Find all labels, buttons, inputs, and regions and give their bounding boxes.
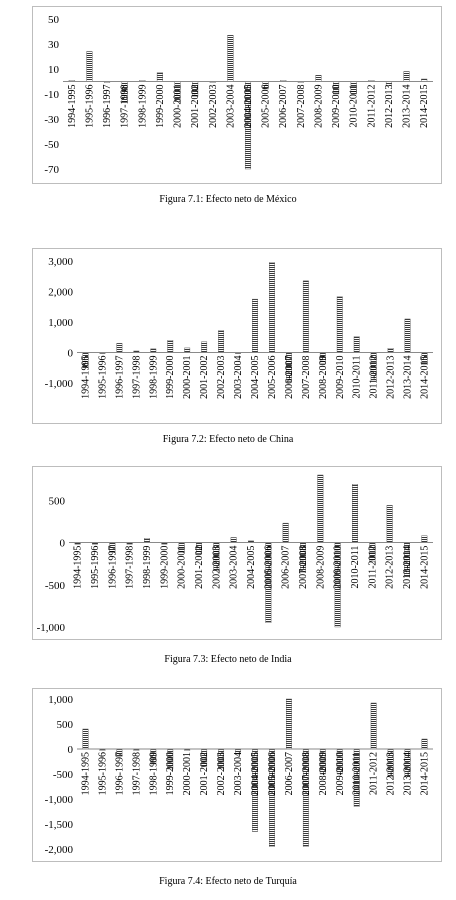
x-tick-label: 2006-2007 [283, 355, 295, 399]
x-tick-label: 1997-1998 [119, 84, 131, 128]
bar [87, 52, 93, 82]
x-tick-label: 2011-2012 [368, 355, 380, 399]
x-tick-label: 2013-2014 [402, 355, 414, 399]
y-tick-label: -30 [44, 114, 59, 126]
bar [218, 331, 223, 353]
x-tick-label: 2005-2006 [263, 545, 275, 589]
x-tick-label: 1997-1998 [131, 752, 143, 796]
chart-mexico [33, 7, 441, 183]
x-tick-label: 1995-1996 [97, 752, 109, 796]
x-tick-label: 1996-1997 [114, 752, 126, 796]
chart-frame-turquia [32, 688, 442, 862]
x-tick-label: 2011-2012 [368, 752, 380, 795]
x-tick-label: 2005-2006 [266, 355, 278, 399]
x-tick-label: 2003-2004 [233, 752, 245, 796]
chart-frame-india [32, 466, 442, 640]
x-tick-label: 2008-2009 [313, 84, 325, 128]
x-tick-label: 2001-2002 [199, 752, 211, 796]
bar [422, 739, 427, 749]
x-tick-label: 2011-2012 [366, 84, 378, 128]
x-tick-label: 2004-2005 [243, 84, 254, 128]
x-tick-label: 1998-1999 [148, 355, 160, 399]
x-tick-label: 1999-2000 [165, 355, 177, 399]
bar [151, 349, 156, 353]
y-tick-label: -1,000 [36, 622, 65, 634]
bar [354, 337, 359, 353]
x-tick-label: 2014-2015 [419, 545, 431, 589]
y-tick-label: 2,000 [48, 286, 73, 299]
bar [228, 35, 234, 81]
x-tick-label: 1994-1995 [66, 84, 78, 128]
x-tick-label: 2002-2003 [207, 84, 219, 128]
x-tick-label: 1997-1998 [124, 545, 136, 589]
x-tick-label: 1994-1995 [80, 752, 92, 796]
x-tick-label: 2003-2004 [225, 84, 237, 128]
bar [231, 537, 237, 542]
x-tick-label: 1998-1999 [137, 84, 149, 128]
y-tick-label: 0 [59, 537, 65, 550]
x-tick-label: 2010-2011 [351, 355, 363, 399]
x-tick-label: 2012-2013 [383, 84, 395, 128]
bar [117, 343, 122, 352]
x-tick-label: 1999-2000 [159, 545, 171, 589]
caption-turquia: Figura 7.4: Efecto neto de Turquía [159, 876, 297, 887]
y-tick-label: 1,000 [48, 694, 73, 706]
x-tick-label: 1996-1997 [107, 545, 119, 589]
x-tick-label: 2004-2005 [250, 752, 261, 796]
bar [83, 729, 88, 749]
x-tick-label: 2000-2001 [176, 545, 188, 589]
bar [352, 484, 358, 542]
y-tick-label: -50 [44, 139, 59, 151]
y-tick-label: 500 [48, 495, 65, 508]
x-tick-label: 2008-2009 [315, 545, 327, 589]
x-tick-label: 1995-1996 [97, 355, 109, 399]
x-tick-label: 2013-2014 [402, 545, 413, 589]
y-tick-label: 0 [67, 347, 73, 360]
x-tick-label: 2007-2008 [298, 545, 309, 589]
x-tick-label: 2013-2014 [402, 752, 414, 796]
y-tick-label: -10 [44, 89, 59, 101]
x-tick-label: 2005-2006 [266, 752, 278, 796]
x-tick-label: 1997-1998 [131, 355, 143, 399]
x-tick-label: 2004-2005 [246, 545, 257, 589]
bar [157, 73, 163, 82]
caption-mexico: Figura 7.1: Efecto neto de México [159, 194, 297, 205]
bar [422, 536, 428, 543]
y-tick-label: 50 [48, 14, 59, 26]
x-tick-label: 2012-2013 [385, 355, 397, 399]
x-tick-label: 1995-1996 [90, 545, 101, 589]
y-tick-label: 30 [48, 39, 59, 51]
x-tick-label: 2012-2013 [384, 545, 396, 589]
x-tick-label: 1996-1997 [114, 355, 126, 399]
bar [252, 299, 257, 352]
x-tick-label: 1998-1999 [148, 752, 160, 796]
x-tick-label: 2002-2003 [216, 355, 228, 399]
x-tick-label: 2006-2007 [280, 545, 292, 589]
x-tick-label: 2009-2010 [331, 84, 343, 128]
bar [184, 348, 189, 353]
bar [283, 523, 289, 542]
x-tick-label: 1999-2000 [154, 84, 166, 128]
y-tick-label: -1,500 [44, 819, 73, 831]
x-tick-label: 2005-2006 [260, 84, 272, 128]
y-tick-label: -500 [52, 769, 73, 781]
chart-frame-china [32, 248, 442, 424]
x-tick-label: 2006-2007 [278, 84, 290, 128]
x-tick-label: 2001-2002 [199, 355, 211, 399]
caption-india: Figura 7.3: Efecto neto de India [164, 654, 292, 665]
x-tick-label: 2002-2003 [216, 752, 228, 796]
bar [201, 342, 206, 353]
chart-turquia [33, 689, 441, 861]
bar [316, 75, 322, 81]
bar [144, 538, 150, 542]
x-tick-label: 2009-2010 [334, 355, 346, 399]
y-tick-label: -500 [44, 579, 65, 592]
x-tick-label: 1998-1999 [142, 545, 153, 589]
x-tick-label: 2003-2004 [233, 355, 245, 399]
x-tick-label: 1994-1995 [80, 355, 92, 399]
x-tick-label: 2012-2013 [385, 752, 397, 796]
x-tick-label: 2010-2011 [348, 84, 360, 128]
x-tick-label: 2002-2003 [211, 545, 223, 589]
x-tick-label: 1994-1995 [72, 545, 84, 589]
x-tick-label: 2007-2008 [295, 84, 307, 128]
y-tick-label: -1,000 [44, 378, 73, 390]
x-tick-label: 2000-2001 [182, 355, 194, 399]
x-tick-label: 1996-1997 [102, 84, 114, 128]
x-tick-label: 2014-2015 [419, 84, 431, 128]
x-tick-label: 2003-2004 [228, 545, 240, 589]
y-tick-label: 500 [56, 719, 73, 731]
chart-china [33, 249, 441, 423]
bar [404, 72, 410, 82]
bar [387, 505, 393, 542]
x-tick-label: 2008-2009 [317, 355, 329, 399]
y-tick-label: -1,000 [44, 794, 73, 806]
x-tick-label: 2013-2014 [401, 84, 413, 128]
x-tick-label: 2010-2011 [351, 752, 363, 795]
y-tick-label: 0 [67, 744, 73, 756]
x-tick-label: 2006-2007 [283, 752, 295, 796]
y-tick-label: 10 [48, 64, 59, 76]
bar [388, 348, 393, 352]
x-tick-label: 2000-2001 [172, 84, 184, 128]
x-tick-label: 2007-2008 [300, 355, 312, 399]
x-tick-label: 2010-2011 [350, 545, 361, 589]
caption-china: Figura 7.2: Efecto neto de China [162, 434, 294, 445]
x-tick-label: 2014-2015 [419, 752, 431, 796]
x-tick-label: 2014-2015 [419, 355, 431, 399]
chart-frame-mexico [32, 6, 442, 184]
x-tick-label: 2001-2002 [194, 545, 205, 589]
x-tick-label: 2004-2005 [250, 355, 261, 399]
x-tick-label: 2011-2012 [367, 545, 379, 589]
y-tick-label: -70 [44, 164, 59, 176]
bar [318, 475, 324, 543]
bar [168, 340, 173, 352]
bar [286, 699, 291, 749]
bar [371, 703, 376, 749]
y-tick-label: -2,000 [44, 844, 73, 856]
x-tick-label: 2000-2001 [182, 752, 194, 796]
bar [337, 297, 342, 353]
x-tick-label: 2001-2002 [190, 84, 202, 128]
x-tick-label: 2007-2008 [300, 752, 312, 796]
bar [269, 263, 274, 353]
x-tick-label: 2008-2009 [317, 752, 329, 796]
y-tick-label: 1,000 [48, 317, 73, 329]
x-tick-label: 1999-2000 [165, 752, 177, 796]
x-tick-label: 2009-2010 [332, 545, 344, 589]
bar [405, 319, 410, 353]
y-tick-label: 3,000 [48, 256, 73, 268]
chart-india [33, 467, 441, 639]
bar [303, 281, 308, 353]
x-tick-label: 1995-1996 [84, 84, 96, 128]
x-tick-label: 2009-2010 [334, 752, 346, 796]
